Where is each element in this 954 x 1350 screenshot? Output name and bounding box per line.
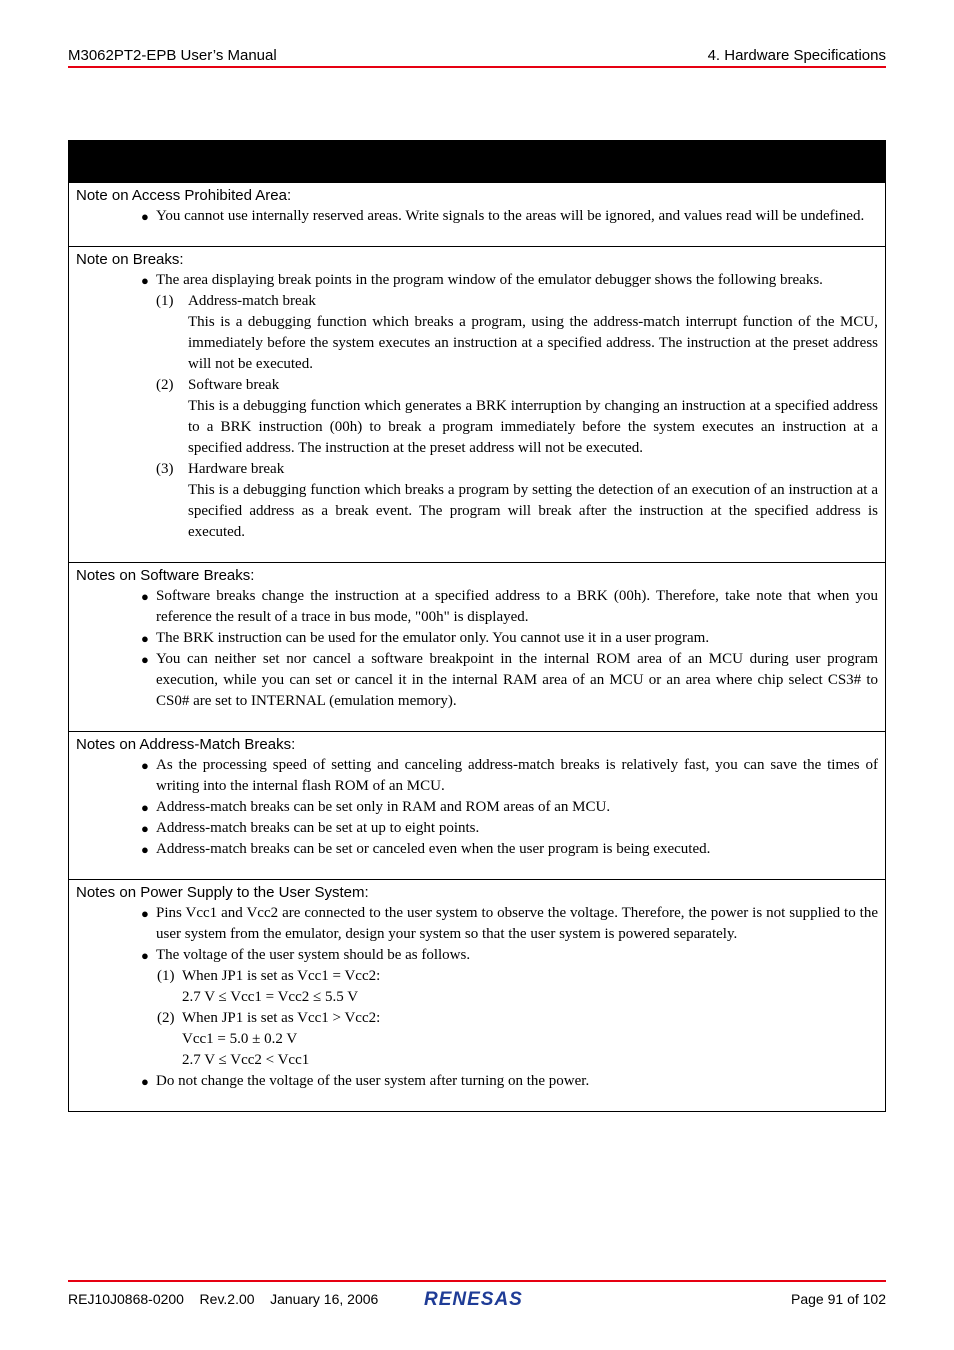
footer-doc-info: [68, 1291, 378, 1307]
header-rule: [68, 66, 886, 68]
bullet-icon: ●: [141, 631, 149, 646]
footer-rule: [68, 1280, 886, 1282]
bullet-icon: ●: [141, 906, 149, 921]
numbered-item-text: This is a debugging function which breaks a program by setting the detection of an execution of an instruction at a specified address as a break event. The program will break after the instruction at the specified address is executed.: [188, 482, 878, 540]
section-address-match-breaks: [69, 731, 885, 879]
section-title: Notes on Power Supply to the User System:: [76, 884, 369, 901]
bullet-item: ● As the processing speed of setting and canceling address-match breaks is relatively fast, you can save the times of writing into the internal flash ROM of an MCU.: [141, 757, 878, 794]
bullet-item: ● Pins Vcc1 and Vcc2 are connected to the user system to observe the voltage. Therefore, the power is not supplied to the user system from the emulator, design your system so that the user system is powered separately.: [141, 905, 878, 942]
notes-table: [68, 140, 886, 1112]
section-title: Notes on Address-Match Breaks:: [76, 736, 296, 753]
section-title: Note on Breaks:: [76, 251, 184, 268]
footer-date: January 16, 2006: [270, 1291, 379, 1307]
bullet-icon: ●: [141, 821, 149, 836]
bullet-item: ● The BRK instruction can be used for the emulator only. You cannot use it in a user program.: [76, 628, 878, 649]
bullet-item: ● The voltage of the user system should be as follows.: [76, 945, 878, 966]
bullet-item: ● Software breaks change the instruction at a specified address to a BRK (00h). Therefore, take note that when you reference the result of a trace in bus mode, "00h" is displayed.: [141, 588, 878, 625]
bullet-icon: ●: [141, 209, 149, 224]
renesas-logo: [422, 1286, 534, 1315]
header-chapter-title: 4. Hardware Specifications: [707, 47, 886, 64]
bullet-icon: ●: [141, 842, 149, 857]
numbered-item-text: This is a debugging function which breaks a program, using the address-match interrupt function of the MCU, immediately before the system executes an instruction at a specified address. The instruction at the preset address will not be executed.: [188, 314, 878, 372]
footer-page-number: Page 91 of 102: [791, 1291, 886, 1307]
footer-doc-number: REJ10J0868-0200: [68, 1291, 184, 1307]
section-title: Notes on Software Breaks:: [76, 567, 255, 584]
section-software-breaks: [69, 562, 885, 731]
bullet-icon: ●: [141, 800, 149, 815]
bullet-icon: ●: [141, 948, 149, 963]
numbered-item-text: This is a debugging function which generates a BRK interruption by changing an instruction at a specified address to a BRK instruction (00h) to break a program immediately before the system executes an instruction at a specified address. The instruction at the preset address will not be executed.: [188, 398, 878, 456]
numbered-item: (3) Hardware break: [156, 461, 285, 477]
bullet-icon: ●: [141, 758, 149, 773]
table-header-bar: [69, 141, 885, 182]
voltage-line: 2.7 V ≤ Vcc2 < Vcc1: [182, 1052, 310, 1068]
section-title: Note on Access Prohibited Area:: [76, 187, 292, 204]
footer-revision: Rev.2.00: [199, 1291, 255, 1307]
voltage-line: 2.7 V ≤ Vcc1 = Vcc2 ≤ 5.5 V: [182, 989, 359, 1005]
section-power-supply: [69, 879, 885, 1111]
svg-text:RENESAS: RENESAS: [424, 1289, 523, 1310]
numbered-item: (2) Software break: [156, 377, 280, 393]
bullet-item: ● Address-match breaks can be set or canceled even when the user program is being executed.: [76, 839, 878, 860]
bullet-item: ● The area displaying break points in the program window of the emulator debugger shows the following breaks.: [76, 270, 878, 291]
bullet-item: ● Address-match breaks can be set at up to eight points.: [76, 818, 878, 839]
voltage-line: Vcc1 = 5.0 ± 0.2 V: [182, 1031, 298, 1047]
numbered-item: (1) Address-match break: [156, 293, 316, 309]
bullet-icon: ●: [141, 1074, 149, 1089]
numbered-item: (2) When JP1 is set as Vcc1 > Vcc2:: [157, 1010, 381, 1026]
numbered-item: (1) When JP1 is set as Vcc1 = Vcc2:: [157, 968, 381, 984]
bullet-item: ● You can neither set nor cancel a software breakpoint in the internal ROM area of an MCU during user program execution, while you can set or cancel it in the internal RAM area of an MCU or an area where chip select CS3# to CS0# are set to INTERNAL (emulation memory).: [141, 651, 878, 709]
section-breaks: [69, 246, 885, 562]
bullet-icon: ●: [141, 652, 149, 667]
bullet-icon: ●: [141, 589, 149, 604]
header-manual-title: M3062PT2-EPB User’s Manual: [68, 47, 277, 64]
bullet-item: ● Address-match breaks can be set only in RAM and ROM areas of an MCU.: [76, 797, 878, 818]
bullet-icon: ●: [141, 273, 149, 288]
bullet-item: ● Do not change the voltage of the user system after turning on the power.: [76, 1071, 878, 1092]
section-access-prohibited: [69, 182, 885, 246]
bullet-item: ● You cannot use internally reserved areas. Write signals to the areas will be ignored, and values read will be undefined.: [76, 206, 878, 227]
